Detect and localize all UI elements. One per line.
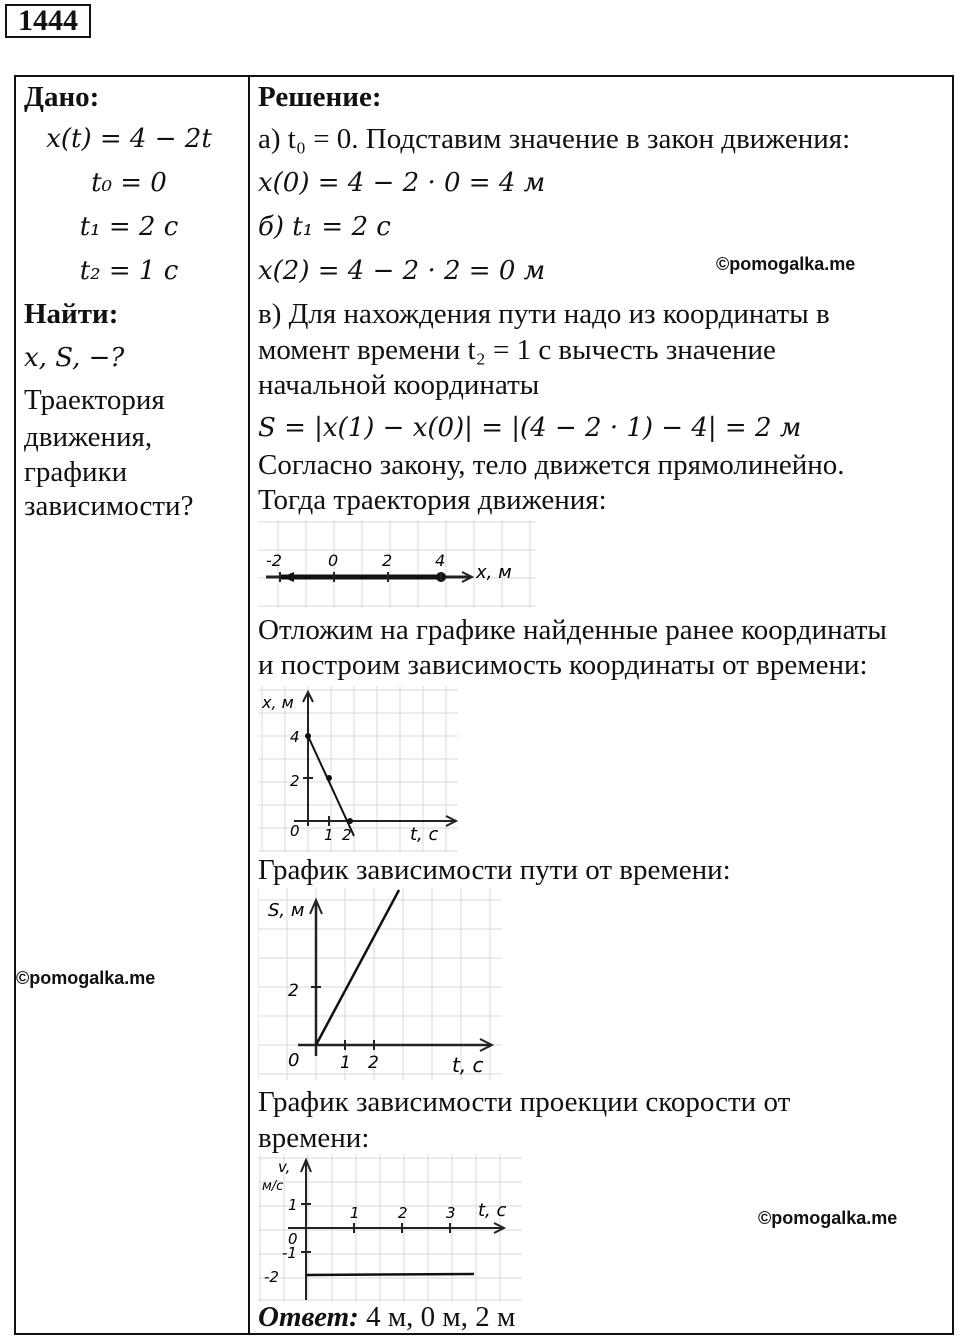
y-tick-label: 4 bbox=[290, 728, 300, 746]
find-heading: Найти: bbox=[24, 298, 119, 330]
point-2-0 bbox=[347, 818, 353, 824]
coordinate-graph bbox=[258, 686, 458, 852]
find-text-3: графики bbox=[24, 456, 128, 488]
trajectory-text: Тогда траектория движения: bbox=[258, 484, 607, 516]
coord-text-1: Отложим на графике найденные ранее координаты bbox=[258, 614, 887, 646]
path-graph bbox=[258, 888, 502, 1080]
tick-label: -2 bbox=[266, 551, 282, 570]
solution-heading: Решение: bbox=[258, 81, 382, 113]
column-divider bbox=[248, 77, 250, 1333]
axis-label: x, м bbox=[476, 562, 512, 583]
y-tick-label: 1 bbox=[288, 1196, 298, 1214]
given-law: x(t) = 4 − 2t bbox=[46, 124, 212, 154]
tick-label: 4 bbox=[435, 551, 446, 570]
y-axis-label-top: v, bbox=[278, 1158, 291, 1176]
part-b-calc: x(2) = 4 − 2 · 2 = 0 м bbox=[258, 256, 546, 286]
find-unknowns: x, S, −? bbox=[24, 343, 125, 373]
x-tick-label: 2 bbox=[398, 1204, 408, 1222]
v-t-line bbox=[306, 1274, 474, 1275]
point-1-2 bbox=[326, 775, 332, 781]
watermark-bottom: ©pomogalka.me bbox=[758, 1208, 898, 1228]
answer-value: 4 м, 0 м, 2 м bbox=[358, 1301, 516, 1333]
y-axis-label-bottom: м/с bbox=[262, 1179, 284, 1194]
motion-text: Согласно закону, тело движется прямолинейно. bbox=[258, 449, 845, 481]
find-text-1: Траектория bbox=[24, 384, 165, 416]
part-c-calc: S = |x(1) − x(0)| = |(4 − 2 · 1) − 4| = 2 м bbox=[258, 413, 802, 443]
given-t0: t₀ = 0 bbox=[91, 168, 167, 198]
part-a-calc: x(0) = 4 − 2 · 0 = 4 м bbox=[258, 168, 546, 198]
direction-arrowhead bbox=[282, 572, 294, 582]
origin-label: 0 bbox=[288, 1050, 300, 1071]
answer-label: Ответ: bbox=[258, 1301, 359, 1333]
given-t2: t₂ = 1 с bbox=[79, 256, 179, 286]
y-axis-label: S, м bbox=[268, 900, 305, 921]
part-c-text-1: в) Для нахождения пути надо из координаты в bbox=[258, 298, 830, 330]
x-tick-label: 0 bbox=[290, 822, 300, 840]
part-a-text: а) t₀ = 0. Подставим значение в закон движения: bbox=[258, 123, 851, 155]
y-axis-label: x, м bbox=[262, 693, 294, 712]
x-tick-label: 2 bbox=[342, 826, 352, 844]
part-c-text-2: момент времени t₂ = 1 с вычесть значение bbox=[258, 334, 776, 366]
given-t1: t₁ = 2 с bbox=[79, 212, 179, 242]
tick-label: 0 bbox=[328, 551, 339, 570]
given-heading: Дано: bbox=[24, 81, 100, 113]
coord-text-2: и построим зависимость координаты от времени: bbox=[258, 649, 868, 681]
x-tick-label: 1 bbox=[324, 826, 334, 844]
answer-line bbox=[258, 1300, 515, 1334]
watermark-left: ©pomogalka.me bbox=[16, 968, 156, 988]
x-tick-label: 1 bbox=[340, 1053, 351, 1073]
s-t-line bbox=[316, 890, 399, 1045]
x-tick-label: 3 bbox=[446, 1204, 456, 1222]
x-tick-label: 2 bbox=[368, 1053, 379, 1073]
y-tick-label: 0 bbox=[288, 1230, 298, 1248]
x-tick-label: 1 bbox=[350, 1204, 360, 1222]
point-0-4 bbox=[305, 733, 311, 739]
x-axis-label: t, с bbox=[452, 1053, 484, 1077]
y-tick-label: -2 bbox=[264, 1268, 279, 1286]
find-text-4: зависимости? bbox=[24, 490, 194, 522]
path-text: График зависимости пути от времени: bbox=[258, 854, 731, 886]
tick-label: 2 bbox=[382, 551, 393, 570]
find-text-2: движения, bbox=[24, 421, 153, 453]
problem-number: 1444 bbox=[5, 4, 91, 38]
watermark-top: ©pomogalka.me bbox=[716, 254, 856, 274]
part-c-text-3: начальной координаты bbox=[258, 369, 540, 401]
x-axis-label: t, с bbox=[478, 1200, 507, 1221]
y-tick-label: -1 bbox=[282, 1244, 297, 1262]
part-b-text: б) t₁ = 2 с bbox=[258, 212, 391, 242]
x-axis-label: t, с bbox=[410, 824, 439, 845]
y-tick-label: 2 bbox=[290, 772, 300, 790]
velocity-text-1: График зависимости проекции скорости от bbox=[258, 1086, 791, 1118]
velocity-text-2: времени: bbox=[258, 1122, 370, 1154]
trajectory-graph bbox=[258, 520, 536, 608]
velocity-graph bbox=[258, 1154, 522, 1302]
y-tick-label: 2 bbox=[288, 981, 299, 1001]
